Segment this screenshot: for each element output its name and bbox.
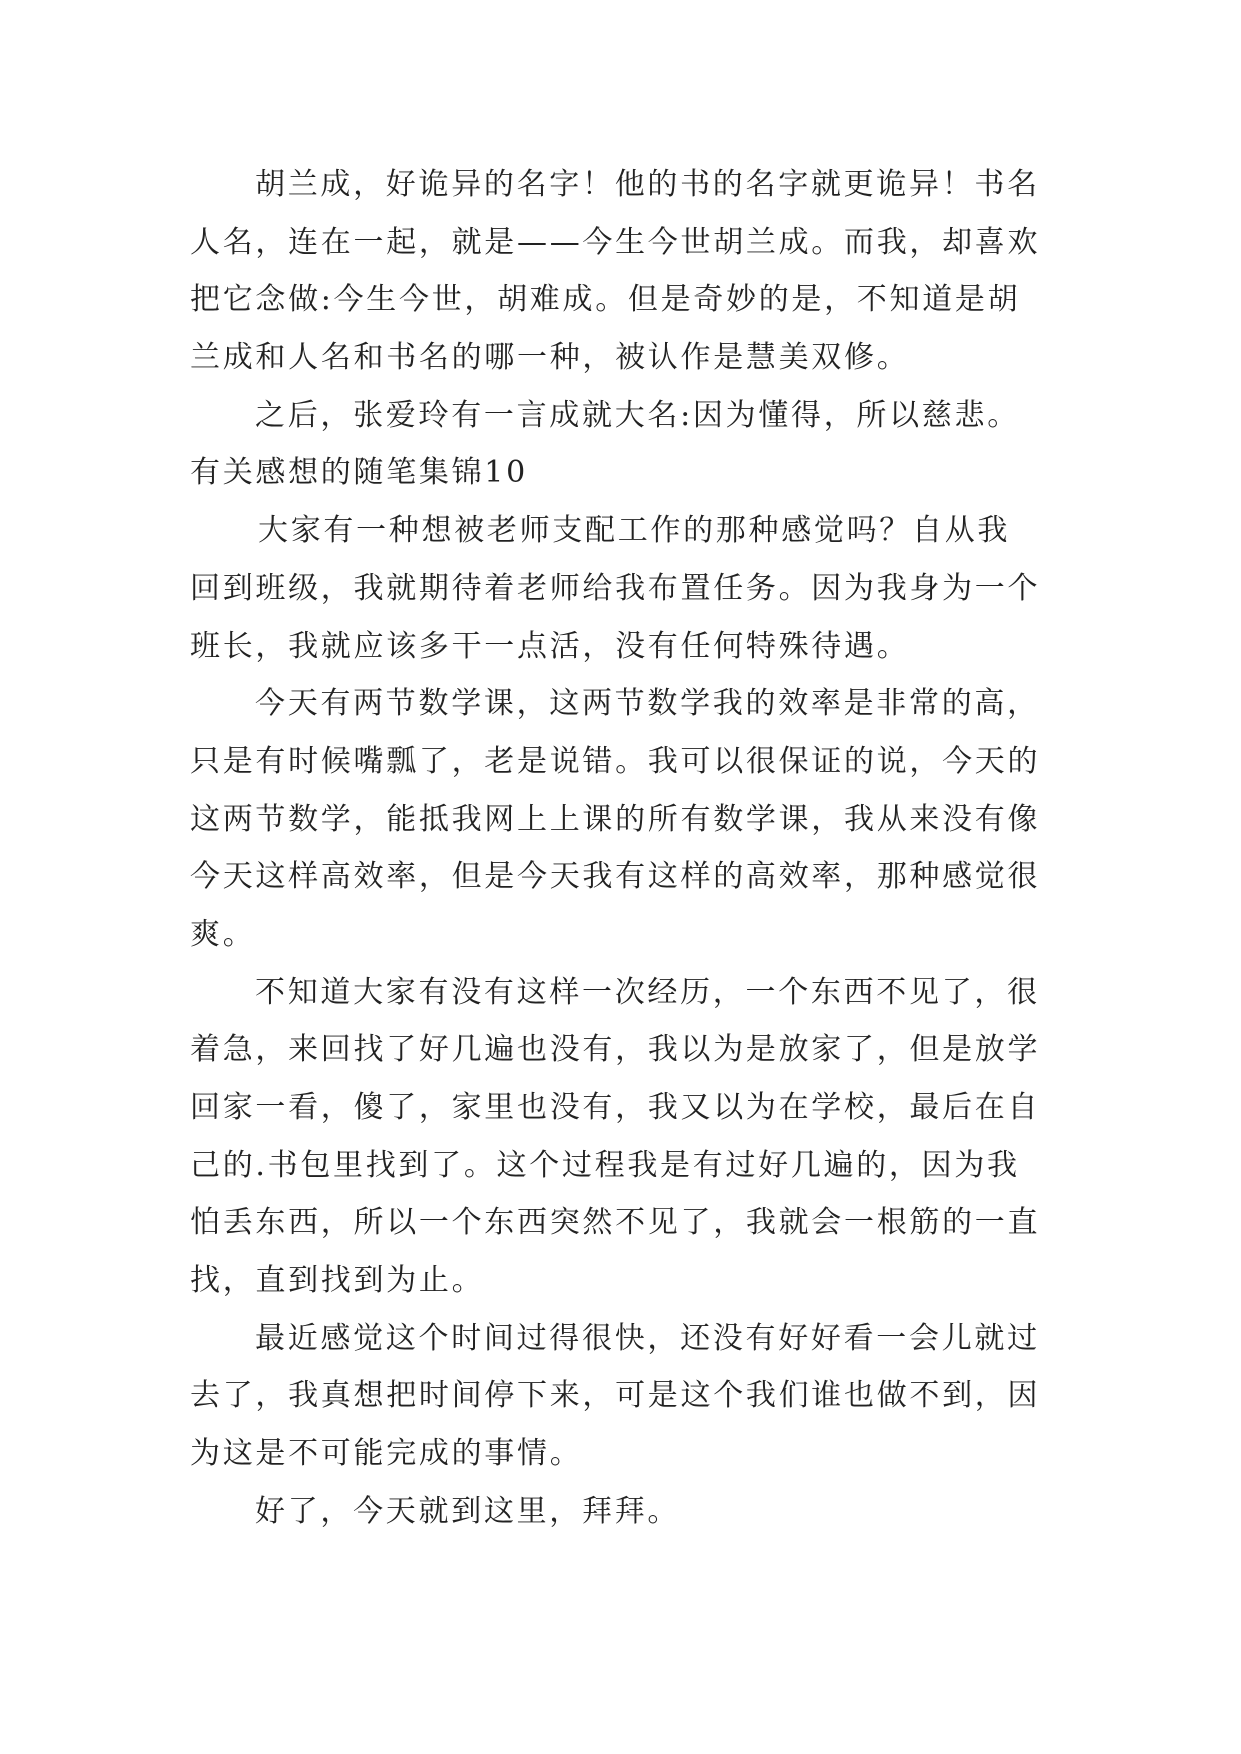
text-line: 胡兰成，好诡异的名字！他的书的名字就更诡异！书名: [255, 167, 1040, 202]
text-line: 好了，今天就到这里，拜拜。: [255, 1493, 681, 1529]
text-line: 回家一看，傻了，家里也没有，我又以为在学校，最后在自: [190, 1090, 1041, 1125]
paragraph-closing: [190, 1483, 1241, 1541]
text-line: 回到班级，我就期待着老师给我布置任务。因为我身为一个: [190, 570, 1041, 606]
text-line: 这两节数学，能抵我网上上课的所有数学课，我从来没有像: [190, 801, 1041, 837]
text-line: 最近感觉这个时间过得很快，还没有好好看一会儿就过: [255, 1320, 1040, 1356]
text-line: 把它念做:今生今世，胡难成。但是奇妙的是，不知道是胡: [190, 282, 1021, 318]
text-line: 着急，来回找了好几遍也没有，我以为是放家了，但是放学: [190, 1032, 1041, 1068]
paragraph-math-class: [190, 675, 1241, 963]
text-line: 找，直到找到为止。: [190, 1263, 485, 1299]
text-line: 不知道大家有没有这样一次经历，一个东西不见了，很: [255, 974, 1040, 1010]
text-line: 为这是不可能完成的事情。: [190, 1436, 583, 1472]
section-heading: 有关感想的随笔集锦10: [190, 455, 528, 491]
text-line: 今天有两节数学课，这两节数学我的效率是非常的高，: [255, 686, 1040, 722]
text-line: 怕丢东西，所以一个东西突然不见了，我就会一根筋的一直: [190, 1205, 1041, 1241]
text-line: 今天这样高效率，但是今天我有这样的高效率，那种感觉很: [190, 859, 1041, 895]
text-line: 兰成和人名和书名的哪一种，被认作是慧美双修。: [190, 340, 910, 376]
text-line: 只是有时候嘴瓢了，老是说错。我可以很保证的说，今天的: [190, 743, 1041, 779]
text-line: 大家有一种想被老师支配工作的那种感觉吗？自从我: [258, 513, 1011, 549]
text-line: 人名，连在一起，就是——今生今世胡兰成。而我，却喜欢: [190, 224, 1041, 260]
paragraph-zhang-ailing: [190, 387, 1241, 445]
text-line: 己的.书包里找到了。这个过程我是有过好几遍的，因为我: [190, 1147, 1020, 1183]
paragraph-class-monitor: [190, 502, 1241, 675]
text-line: 班长，我就应该多干一点活，没有任何特殊待遇。: [190, 628, 910, 664]
paragraph-time-flies: [190, 1310, 1241, 1483]
text-line: 爽。: [190, 916, 256, 952]
paragraph-hu-lancheng: [190, 156, 1241, 387]
text-line: 去了，我真想把时间停下来，可是这个我们谁也做不到，因: [190, 1378, 1041, 1414]
text-line: 之后，张爱玲有一言成就大名:因为懂得，所以慈悲。: [255, 397, 1020, 433]
paragraph-lost-item: [190, 964, 1241, 1310]
